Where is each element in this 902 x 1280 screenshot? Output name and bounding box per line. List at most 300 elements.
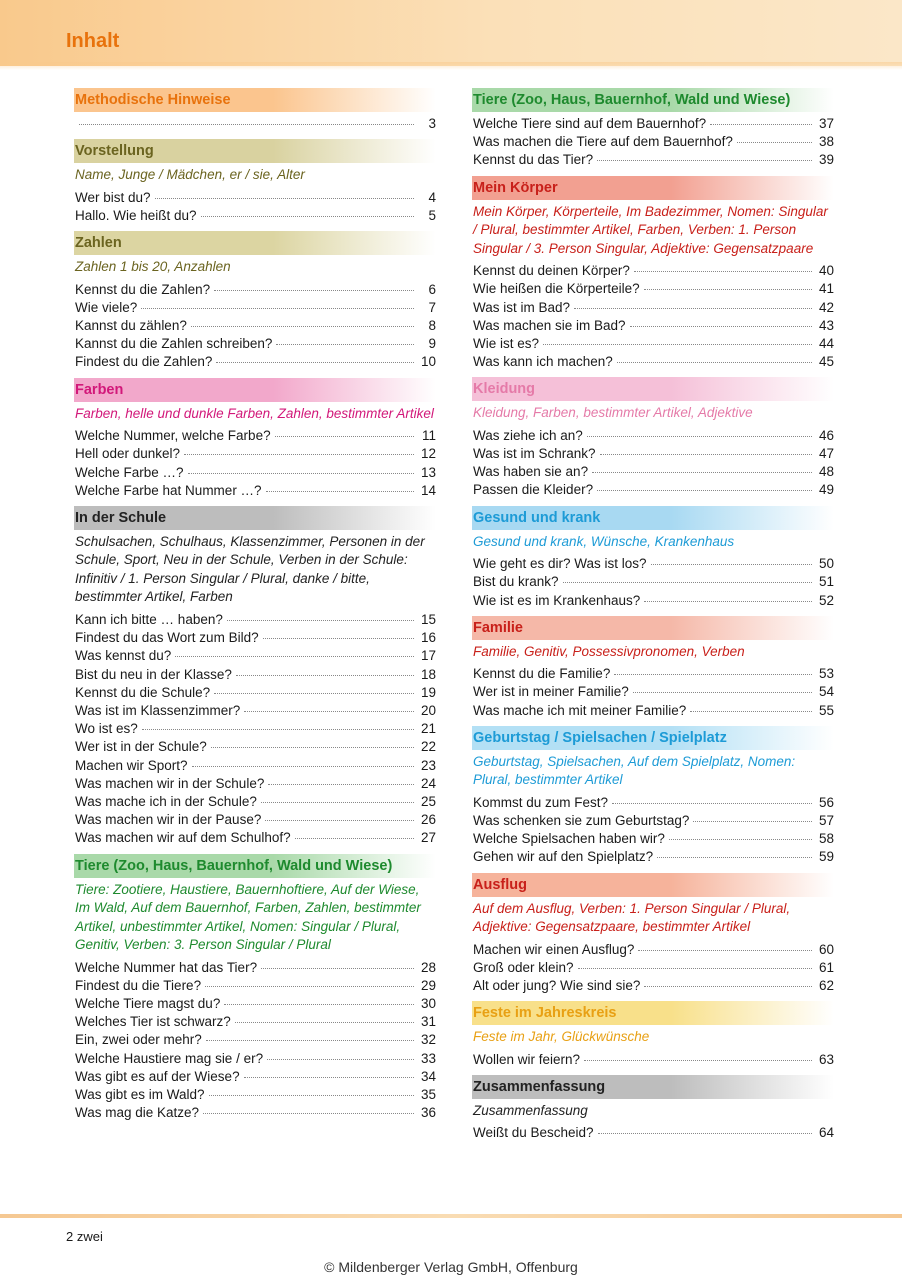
toc-section — [74, 506, 436, 848]
entry-title: Hallo. Wie heißt du? — [75, 207, 197, 223]
entry-title: Wollen wir feiern? — [473, 1051, 581, 1067]
toc-section — [472, 176, 834, 372]
entry-title: Was kennst du? — [75, 648, 172, 664]
toc-entry — [472, 977, 834, 995]
dot-leader — [638, 950, 812, 951]
toc-entry — [74, 317, 436, 335]
toc-entry — [472, 1124, 834, 1142]
dot-leader — [175, 656, 414, 657]
toc-entry — [472, 445, 834, 463]
dot-leader — [657, 857, 812, 858]
toc-section — [472, 1075, 834, 1143]
entry-title: Wo ist es? — [75, 721, 138, 737]
entry-page: 46 — [818, 427, 834, 443]
entry-page: 64 — [818, 1125, 834, 1141]
entry-page: 23 — [420, 757, 436, 773]
entry-page: 17 — [420, 648, 436, 664]
entry-title: Welche Haustiere mag sie / er? — [75, 1050, 264, 1066]
entry-page: 47 — [818, 446, 834, 462]
toc-entry — [472, 317, 834, 335]
entry-title: Was gibt es auf der Wiese? — [75, 1068, 240, 1084]
entry-title: Welche Spielsachen haben wir? — [473, 831, 665, 847]
toc-section — [74, 378, 436, 500]
section-subtitle: Mein Körper, Körperteile, Im Badezimmer, Nomen: Singular / Plural, bestimmter Artikel, Farben, Verben: 1. Person Singular / 3. Person Singular, Adjektive: Gegensatzpaare — [473, 203, 828, 256]
entry-title: Bist du krank? — [473, 574, 559, 590]
dot-leader — [184, 454, 414, 455]
dot-leader — [597, 490, 812, 491]
dot-leader — [587, 436, 812, 437]
dot-leader — [543, 344, 812, 345]
entry-title: Was mache ich in der Schule? — [75, 793, 257, 809]
dot-leader — [634, 271, 812, 272]
toc-entry — [472, 702, 834, 720]
entry-page: 39 — [818, 152, 834, 168]
dot-leader — [584, 1060, 812, 1061]
entry-page: 57 — [818, 813, 834, 829]
toc-entry — [74, 427, 436, 445]
section-heading: Methodische Hinweise — [74, 88, 436, 112]
entry-title: Was mag die Katze? — [75, 1105, 200, 1121]
dot-leader — [574, 308, 812, 309]
section-heading: Farben — [74, 378, 436, 402]
toc-entry — [472, 848, 834, 866]
entry-page: 42 — [818, 299, 834, 315]
dot-leader — [633, 692, 812, 693]
toc-entry — [74, 995, 436, 1013]
entry-page: 18 — [420, 666, 436, 682]
toc-entry — [74, 1086, 436, 1104]
dot-leader — [155, 198, 414, 199]
page-number-word: zwei — [76, 1229, 103, 1244]
toc-entry — [472, 427, 834, 445]
toc-entry — [472, 830, 834, 848]
dot-leader — [214, 290, 414, 291]
toc-entry — [74, 720, 436, 738]
entry-title: Findest du die Zahlen? — [75, 354, 213, 370]
entry-page: 19 — [420, 684, 436, 700]
entry-title: Wie ist es? — [473, 335, 540, 351]
entry-page: 30 — [420, 995, 436, 1011]
entry-title: Kennst du die Familie? — [473, 666, 611, 682]
entry-page: 54 — [818, 684, 834, 700]
dot-leader — [614, 674, 812, 675]
entry-title: Welche Tiere magst du? — [75, 995, 221, 1011]
dot-leader — [295, 838, 414, 839]
toc-entry — [74, 629, 436, 647]
entry-title: Wie ist es im Krankenhaus? — [473, 592, 641, 608]
copyright: © Mildenberger Verlag GmbH, Offenburg — [324, 1259, 578, 1275]
dot-leader — [710, 124, 812, 125]
entry-title: Ein, zwei oder mehr? — [75, 1032, 202, 1048]
toc-entry — [74, 1104, 436, 1122]
toc-entry — [472, 812, 834, 830]
section-subtitle: Zahlen 1 bis 20, Anzahlen — [75, 259, 231, 275]
dot-leader — [644, 601, 812, 602]
header-edge — [0, 62, 902, 70]
dot-leader — [211, 747, 414, 748]
dot-leader — [261, 802, 414, 803]
dot-leader — [669, 839, 812, 840]
toc-section — [472, 873, 834, 996]
toc-entry — [74, 1031, 436, 1049]
section-heading: Mein Körper — [472, 176, 834, 200]
toc-entry — [472, 481, 834, 499]
section-subtitle: Farben, helle und dunkle Farben, Zahlen, bestimmter Artikel — [75, 405, 434, 421]
entry-page: 63 — [818, 1051, 834, 1067]
entry-title: Alt oder jung? Wie sind sie? — [473, 978, 641, 994]
toc-entry — [74, 189, 436, 207]
entry-title: Was kann ich machen? — [473, 354, 613, 370]
entry-title: Was ziehe ich an? — [473, 427, 583, 443]
dot-leader — [209, 1095, 414, 1096]
toc-entry — [472, 941, 834, 959]
entry-page: 13 — [420, 464, 436, 480]
entry-page: 10 — [420, 354, 436, 370]
entry-title: Was machen sie im Bad? — [473, 317, 626, 333]
entry-page: 49 — [818, 482, 834, 498]
entry-title: Welche Tiere sind auf dem Bauernhof? — [473, 116, 707, 131]
dot-leader — [214, 693, 414, 694]
entry-page: 35 — [420, 1087, 436, 1102]
dot-leader — [563, 582, 812, 583]
entry-title: Bist du neu in der Klasse? — [75, 666, 232, 682]
entry-title: Passen die Kleider? — [473, 482, 594, 498]
toc-entry — [472, 794, 834, 812]
toc-entry — [74, 464, 436, 482]
entry-page: 45 — [818, 354, 834, 370]
section-subtitle: Name, Junge / Mädchen, er / sie, Alter — [75, 167, 305, 183]
toc-entry — [74, 353, 436, 371]
entry-page: 38 — [818, 134, 834, 150]
entry-page: 53 — [818, 666, 834, 682]
entry-title: Kennst du die Schule? — [75, 684, 211, 700]
toc-section — [472, 1001, 834, 1069]
entry-title: Was mache ich mit meiner Familie? — [473, 702, 687, 718]
entry-title: Findest du die Tiere? — [75, 977, 202, 993]
toc-entry — [74, 1050, 436, 1068]
entry-title: Welche Farbe …? — [75, 464, 184, 480]
toc-entry — [472, 1051, 834, 1069]
section-heading: Geburtstag / Spielsachen / Spielplatz — [472, 726, 834, 750]
footer-rule — [0, 1214, 902, 1218]
section-subtitle: Gesund und krank, Wünsche, Krankenhaus — [473, 533, 735, 549]
entry-page: 37 — [818, 116, 834, 131]
dot-leader — [617, 362, 812, 363]
entry-page: 3 — [428, 116, 436, 131]
toc-entry — [74, 1013, 436, 1031]
entry-title: Machen wir einen Ausflug? — [473, 941, 635, 957]
toc-entry — [472, 151, 834, 169]
entry-title: Was machen wir in der Pause? — [75, 812, 262, 828]
entry-page: 22 — [420, 739, 436, 755]
entry-title: Was gibt es im Wald? — [75, 1087, 205, 1102]
dot-leader — [141, 308, 414, 309]
entry-page: 15 — [420, 611, 436, 627]
dot-leader — [206, 1040, 414, 1041]
entry-page: 26 — [420, 812, 436, 828]
toc-entry — [472, 335, 834, 353]
entry-page: 25 — [420, 793, 436, 809]
dot-leader — [244, 711, 414, 712]
page-number — [66, 1229, 103, 1244]
toc-entry — [472, 959, 834, 977]
dot-leader — [244, 1077, 414, 1078]
entry-page: 31 — [420, 1014, 436, 1030]
section-subtitle: Kleidung, Farben, bestimmter Artikel, Adjektive — [473, 405, 753, 421]
section-subtitle: Auf dem Ausflug, Verben: 1. Person Singular / Plural, Adjektive: Gegensatzpaare, bestimmter Artikel — [473, 900, 791, 935]
entry-page: 40 — [818, 263, 834, 279]
entry-title: Welche Nummer, welche Farbe? — [75, 428, 271, 444]
toc-entry — [74, 647, 436, 665]
dot-leader — [644, 289, 812, 290]
toc-entry — [74, 666, 436, 684]
dot-leader — [597, 160, 812, 161]
dot-leader — [592, 472, 812, 473]
header-band — [0, 0, 902, 66]
toc-entry — [74, 793, 436, 811]
entry-title: Kommst du zum Fest? — [473, 794, 609, 810]
entry-page: 6 — [428, 281, 436, 297]
entry-page: 20 — [420, 702, 436, 718]
page-title: Inhalt — [66, 30, 120, 52]
entry-title: Wie geht es dir? Was ist los? — [473, 556, 647, 572]
section-heading: Zahlen — [74, 231, 436, 255]
entry-title: Wer ist in der Schule? — [75, 739, 207, 755]
toc-entry — [472, 133, 834, 151]
toc-entry — [74, 1068, 436, 1086]
dot-leader — [693, 821, 812, 822]
entry-page: 11 — [421, 428, 436, 444]
entry-page: 43 — [818, 317, 834, 333]
entry-page: 51 — [818, 574, 834, 590]
dot-leader — [268, 784, 414, 785]
dot-leader — [267, 1059, 414, 1060]
toc-entry — [74, 811, 436, 829]
entry-title: Kannst du die Zahlen schreiben? — [75, 336, 273, 352]
entry-title: Kennst du das Tier? — [473, 152, 594, 168]
toc-column-right — [472, 88, 834, 1149]
toc-entry — [74, 757, 436, 775]
toc-entry — [74, 281, 436, 299]
entry-page: 9 — [428, 336, 436, 352]
section-heading: Zusammenfassung — [472, 1075, 834, 1099]
toc-entry — [472, 115, 834, 133]
dot-leader — [224, 1004, 414, 1005]
toc-entry — [74, 445, 436, 463]
toc-entry — [74, 482, 436, 500]
toc-entry — [74, 207, 436, 225]
toc-entry — [472, 353, 834, 371]
toc-entry — [472, 573, 834, 591]
entry-page: 55 — [818, 702, 834, 718]
toc-entry — [74, 115, 436, 133]
dot-leader — [191, 326, 414, 327]
toc-entry — [74, 959, 436, 977]
entry-page: 34 — [420, 1068, 436, 1084]
entry-title: Was machen wir auf dem Schulhof? — [75, 830, 291, 846]
entry-page: 24 — [420, 775, 436, 791]
entry-title: Welches Tier ist schwarz? — [75, 1014, 231, 1030]
toc-entry — [472, 299, 834, 317]
entry-page: 50 — [818, 556, 834, 572]
entry-page: 36 — [420, 1105, 436, 1121]
dot-leader — [612, 803, 812, 804]
entry-title: Wie heißen die Körperteile? — [473, 281, 640, 297]
entry-title: Was haben sie an? — [473, 464, 589, 480]
dot-leader — [598, 1133, 812, 1134]
entry-title: Findest du das Wort zum Bild? — [75, 630, 259, 646]
entry-title: Wer bist du? — [75, 189, 151, 205]
entry-page: 52 — [818, 592, 834, 608]
section-heading: Feste im Jahreskreis — [472, 1001, 834, 1025]
dot-leader — [142, 729, 414, 730]
toc-entry — [74, 977, 436, 995]
toc-entry — [74, 335, 436, 353]
entry-title: Was machen wir in der Schule? — [75, 775, 265, 791]
dot-leader — [236, 675, 414, 676]
entry-title: Machen wir Sport? — [75, 757, 188, 773]
toc-entry — [472, 592, 834, 610]
dot-leader — [275, 436, 414, 437]
entry-title: Was ist im Schrank? — [473, 446, 596, 462]
entry-title: Wer ist in meiner Familie? — [473, 684, 629, 700]
dot-leader — [203, 1113, 414, 1114]
entry-title: Kannst du zählen? — [75, 318, 187, 334]
dot-leader — [263, 638, 414, 639]
toc-entry — [74, 299, 436, 317]
entry-page: 32 — [420, 1032, 436, 1048]
toc-entry — [472, 262, 834, 280]
section-subtitle: Geburtstag, Spielsachen, Auf dem Spielplatz, Nomen: Plural, bestimmter Artikel — [473, 753, 796, 788]
section-heading: In der Schule — [74, 506, 436, 530]
toc-section — [472, 88, 834, 170]
entry-page: 58 — [818, 831, 834, 847]
entry-title: Kennst du deinen Körper? — [473, 263, 630, 279]
dot-leader — [216, 362, 414, 363]
entry-page: 59 — [818, 849, 834, 865]
entry-title: Was machen die Tiere auf dem Bauernhof? — [473, 134, 733, 150]
section-subtitle: Schulsachen, Schulhaus, Klassenzimmer, Personen in der Schule, Sport, Neu in der Schule, Verben in der Schule: Infinitiv / 1. Person Singular / Plural, danke / bitte, bestimmter Artikel, Farben — [75, 533, 425, 605]
dot-leader — [227, 620, 414, 621]
entry-page: 61 — [818, 959, 834, 975]
toc-section — [472, 726, 834, 867]
entry-title: Hell oder dunkel? — [75, 446, 181, 462]
toc-entry — [74, 738, 436, 756]
entry-title: Welche Nummer hat das Tier? — [75, 959, 258, 975]
toc-entry — [472, 280, 834, 298]
toc-entry — [74, 611, 436, 629]
dot-leader — [630, 326, 812, 327]
section-heading: Vorstellung — [74, 139, 436, 163]
entry-title: Welche Farbe hat Nummer …? — [75, 482, 262, 498]
entry-title: Was schenken sie zum Geburtstag? — [473, 813, 690, 829]
section-heading: Ausflug — [472, 873, 834, 897]
dot-leader — [261, 968, 414, 969]
toc-entry — [74, 702, 436, 720]
toc-entry — [74, 775, 436, 793]
entry-page: 48 — [818, 464, 834, 480]
section-subtitle: Familie, Genitiv, Possessivpronomen, Verben — [473, 643, 745, 659]
toc-entry — [472, 463, 834, 481]
toc-entry — [472, 665, 834, 683]
entry-title: Was ist im Klassenzimmer? — [75, 702, 241, 718]
dot-leader — [644, 986, 812, 987]
dot-leader — [265, 820, 414, 821]
section-heading: Familie — [472, 616, 834, 640]
dot-leader — [192, 766, 414, 767]
section-subtitle: Tiere: Zootiere, Haustiere, Bauernhoftiere, Auf der Wiese, Im Wald, Auf dem Bauernhof, Farben, Zahlen, bestimmter Artikel, unbestimmter Artikel, Nomen: Singular / Plural, Genitiv, Verben: 3. Person Singular / Plural — [75, 881, 421, 953]
section-heading: Gesund und krank — [472, 506, 834, 530]
page-number-digit: 2 — [66, 1229, 74, 1244]
entry-page: 7 — [428, 299, 436, 315]
dot-leader — [690, 711, 812, 712]
entry-page: 14 — [420, 482, 436, 498]
toc-section — [74, 139, 436, 225]
entry-page: 21 — [420, 721, 436, 737]
dot-leader — [600, 454, 812, 455]
dot-leader — [79, 124, 414, 125]
toc-column-left — [74, 88, 436, 1128]
toc-entry — [472, 555, 834, 573]
entry-title: Gehen wir auf den Spielplatz? — [473, 849, 654, 865]
entry-page: 62 — [818, 978, 834, 994]
entry-page: 41 — [818, 281, 834, 297]
entry-page: 28 — [420, 959, 436, 975]
entry-title: Kann ich bitte … haben? — [75, 611, 223, 627]
entry-page: 33 — [420, 1050, 436, 1066]
section-heading: Kleidung — [472, 377, 834, 401]
entry-title: Weißt du Bescheid? — [473, 1125, 594, 1141]
entry-page: 16 — [420, 630, 436, 646]
toc-entry — [74, 829, 436, 847]
dot-leader — [578, 968, 812, 969]
entry-title: Was ist im Bad? — [473, 299, 571, 315]
entry-page: 44 — [818, 335, 834, 351]
toc-section — [472, 506, 834, 610]
section-heading: Tiere (Zoo, Haus, Bauernhof, Wald und Wiese) — [74, 854, 436, 878]
section-heading: Tiere (Zoo, Haus, Bauernhof, Wald und Wiese) — [472, 88, 834, 112]
dot-leader — [205, 986, 414, 987]
entry-page: 60 — [818, 941, 834, 957]
entry-page: 4 — [428, 189, 436, 205]
entry-page: 56 — [818, 794, 834, 810]
toc-section — [74, 88, 436, 133]
toc-section — [74, 231, 436, 372]
dot-leader — [188, 473, 414, 474]
dot-leader — [737, 142, 812, 143]
dot-leader — [276, 344, 414, 345]
entry-page: 8 — [428, 318, 436, 334]
entry-title: Groß oder klein? — [473, 959, 574, 975]
entry-page: 29 — [420, 977, 436, 993]
toc-section — [472, 616, 834, 720]
dot-leader — [266, 491, 414, 492]
toc-entry — [472, 683, 834, 701]
dot-leader — [235, 1022, 414, 1023]
toc-entry — [74, 684, 436, 702]
entry-page: 27 — [420, 830, 436, 846]
entry-page: 12 — [420, 446, 436, 462]
dot-leader — [651, 564, 812, 565]
entry-page: 5 — [428, 207, 436, 223]
toc-section — [472, 377, 834, 499]
section-subtitle: Feste im Jahr, Glückwünsche — [473, 1029, 650, 1045]
dot-leader — [201, 216, 414, 217]
toc-section — [74, 854, 436, 1123]
entry-title: Kennst du die Zahlen? — [75, 281, 211, 297]
entry-title: Wie viele? — [75, 299, 138, 315]
section-subtitle: Zusammenfassung — [473, 1102, 588, 1118]
